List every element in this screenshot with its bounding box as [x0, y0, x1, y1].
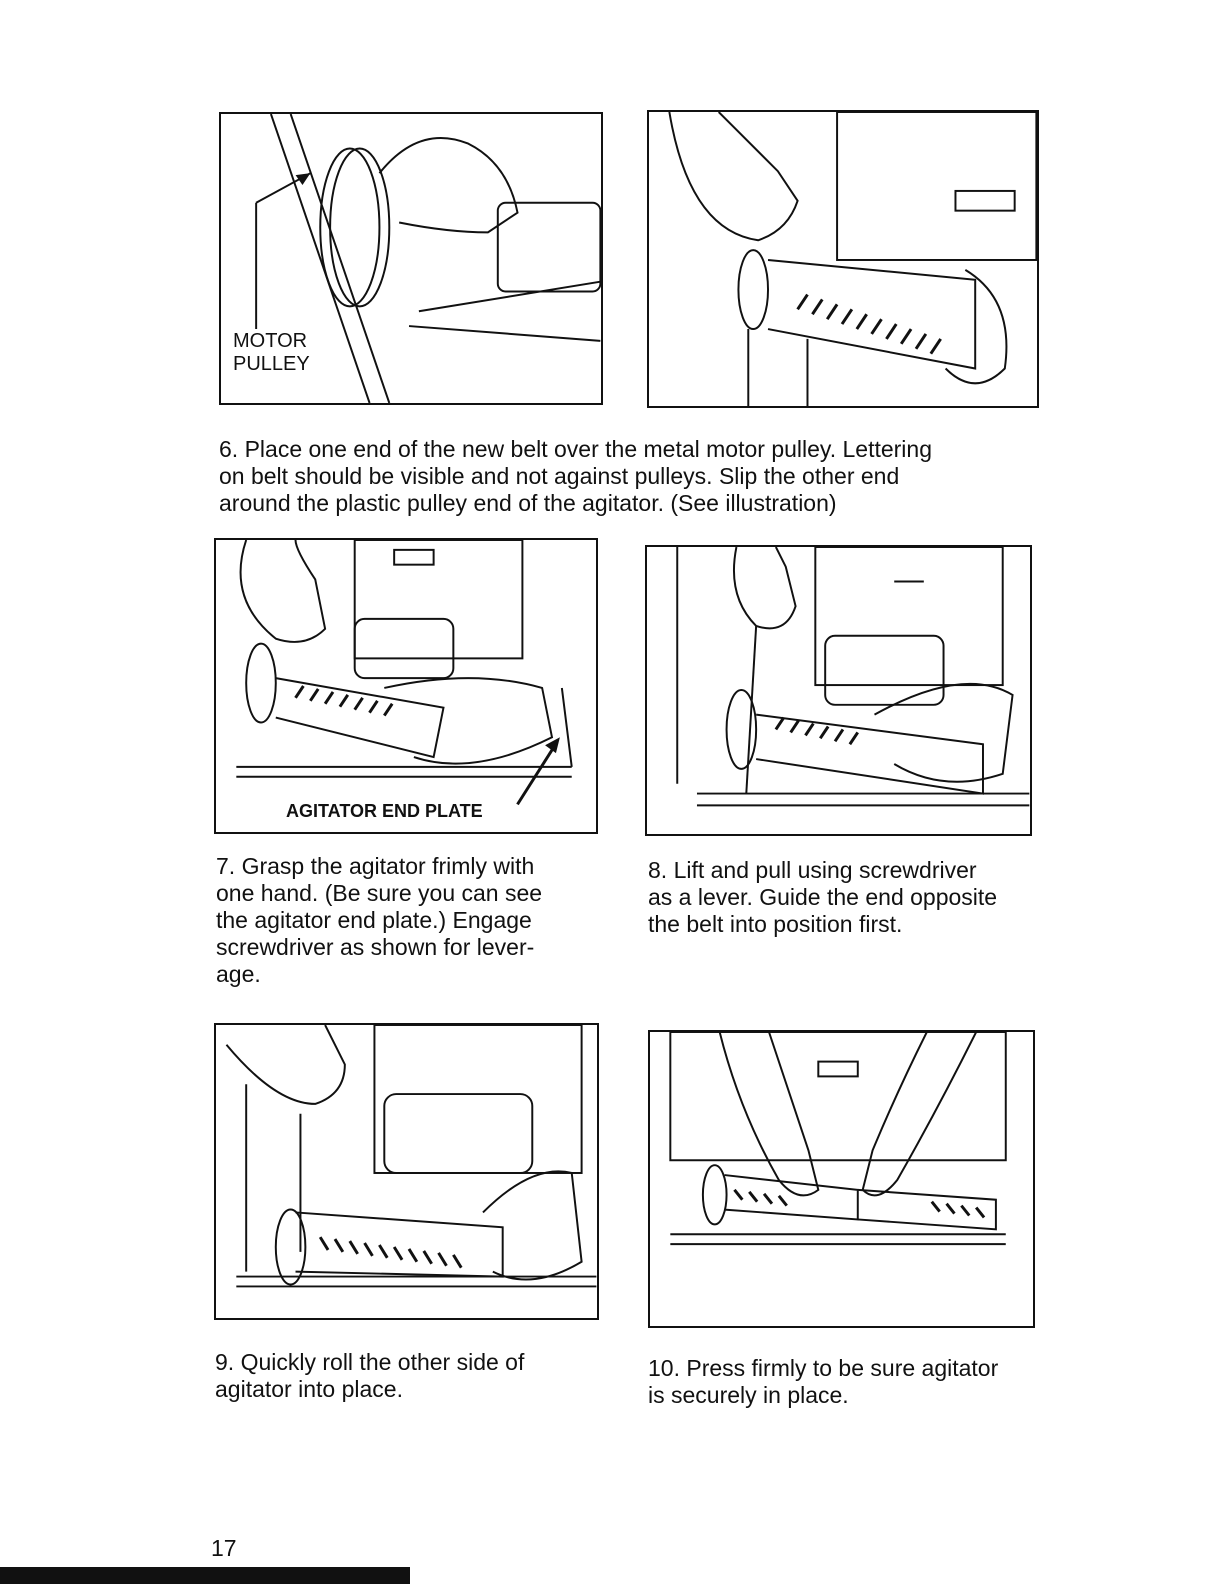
step-6-caption: 6. Place one end of the new belt over the metal motor pulley. Lettering on belt should be visible and not against pulleys. Slip the other end around the plastic pulley end of the agitator. (See illustration) [219, 436, 932, 516]
illustration-roll-agitator [214, 1023, 599, 1320]
footer-bar [0, 1567, 410, 1584]
page-number: 17 [211, 1535, 237, 1561]
press-agitator-drawing [650, 1032, 1033, 1326]
lift-screwdriver-drawing [647, 547, 1030, 834]
illustration-motor-pulley [219, 112, 603, 405]
illustration-belt-on-agitator [647, 110, 1039, 408]
step-10-caption: 10. Press firmly to be sure agitator is securely in place. [648, 1355, 999, 1408]
illustration-agitator-end-plate [214, 538, 598, 834]
step-8-caption: 8. Lift and pull using screwdriver as a lever. Guide the end opposite the belt into position first. [648, 857, 998, 937]
agitator-end-plate-drawing [216, 540, 596, 832]
step-9-caption: 9. Quickly roll the other side of agitator into place. [215, 1349, 525, 1402]
illustration-lift-with-screwdriver [645, 545, 1032, 836]
agitator-end-plate-label: AGITATOR END PLATE [286, 801, 483, 821]
step-7-caption: 7. Grasp the agitator frimly with one hand. (Be sure you can see the agitator end plate.) Engage screwdriver as shown for lever- age. [216, 853, 543, 987]
pulley-label: PULLEY [233, 353, 310, 375]
belt-agitator-drawing [649, 112, 1037, 406]
motor-label: MOTOR [233, 330, 308, 352]
roll-agitator-drawing [216, 1025, 597, 1318]
illustration-press-agitator [648, 1030, 1035, 1328]
